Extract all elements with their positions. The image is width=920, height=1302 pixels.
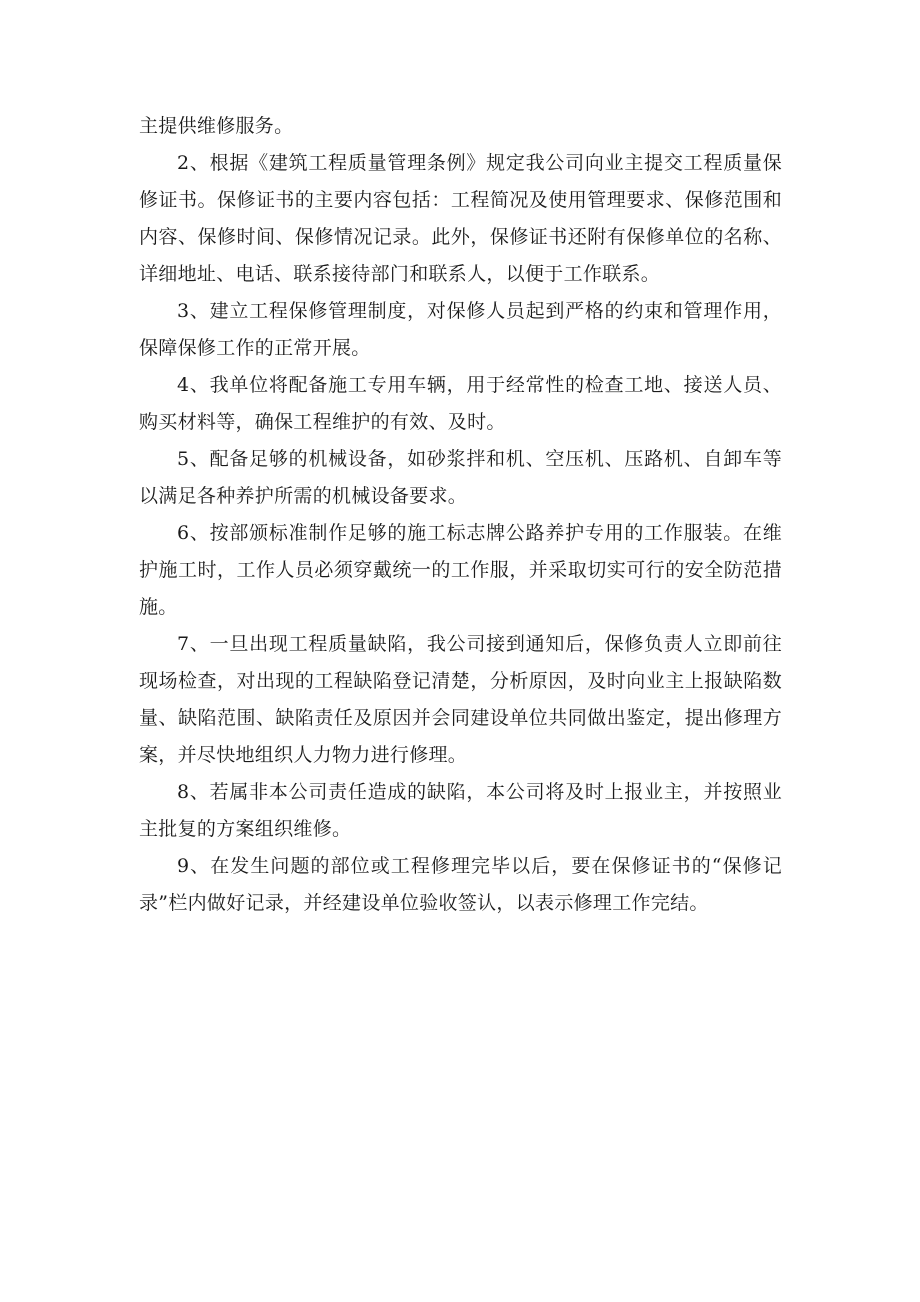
paragraph-item-6: 6、按部颁标准制作足够的施工标志牌公路养护专用的工作服装。在维护施工时，工作人员必须穿戴统一的工作服，并采取切实可行的安全防范措施。 — [139, 522, 782, 618]
paragraph-item-3: 3、建立工程保修管理制度，对保修人员起到严格的约束和管理作用，保障保修工作的正常开展。 — [139, 300, 782, 359]
paragraph-item-5: 5、配备足够的机械设备，如砂浆拌和机、空压机、压路机、自卸车等以满足各种养护所需的机械设备要求。 — [139, 448, 782, 507]
paragraph-item-2: 2、根据《建筑工程质量管理条例》规定我公司向业主提交工程质量保修证书。保修证书的主要内容包括：工程简况及使用管理要求、保修范围和内容、保修时间、保修情况记录。此外，保修证书还附有保修单位的名称、详细地址、电话、联系接待部门和联系人，以便于工作联系。 — [139, 152, 782, 285]
paragraph-item-7: 7、一旦出现工程质量缺陷，我公司接到通知后，保修负责人立即前往现场检查，对出现的工程缺陷登记清楚，分析原因，及时向业主上报缺陷数量、缺陷范围、缺陷责任及原因并会同建设单位共同做出鉴定，提出修理方案，并尽快地组织人力物力进行修理。 — [139, 633, 782, 766]
paragraph-item-8: 8、若属非本公司责任造成的缺陷，本公司将及时上报业主，并按照业主批复的方案组织维修。 — [139, 781, 782, 840]
paragraph-item-9: 9、在发生问题的部位或工程修理完毕以后，要在保修证书的“保修记录”栏内做好记录，并经建设单位验收签认，以表示修理工作完结。 — [139, 855, 782, 914]
paragraph-continuation: 主提供维修服务。 — [139, 115, 294, 137]
paragraph-item-4: 4、我单位将配备施工专用车辆，用于经常性的检查工地、接送人员、购买材料等，确保工程维护的有效、及时。 — [139, 374, 782, 433]
document-body — [139, 108, 782, 922]
